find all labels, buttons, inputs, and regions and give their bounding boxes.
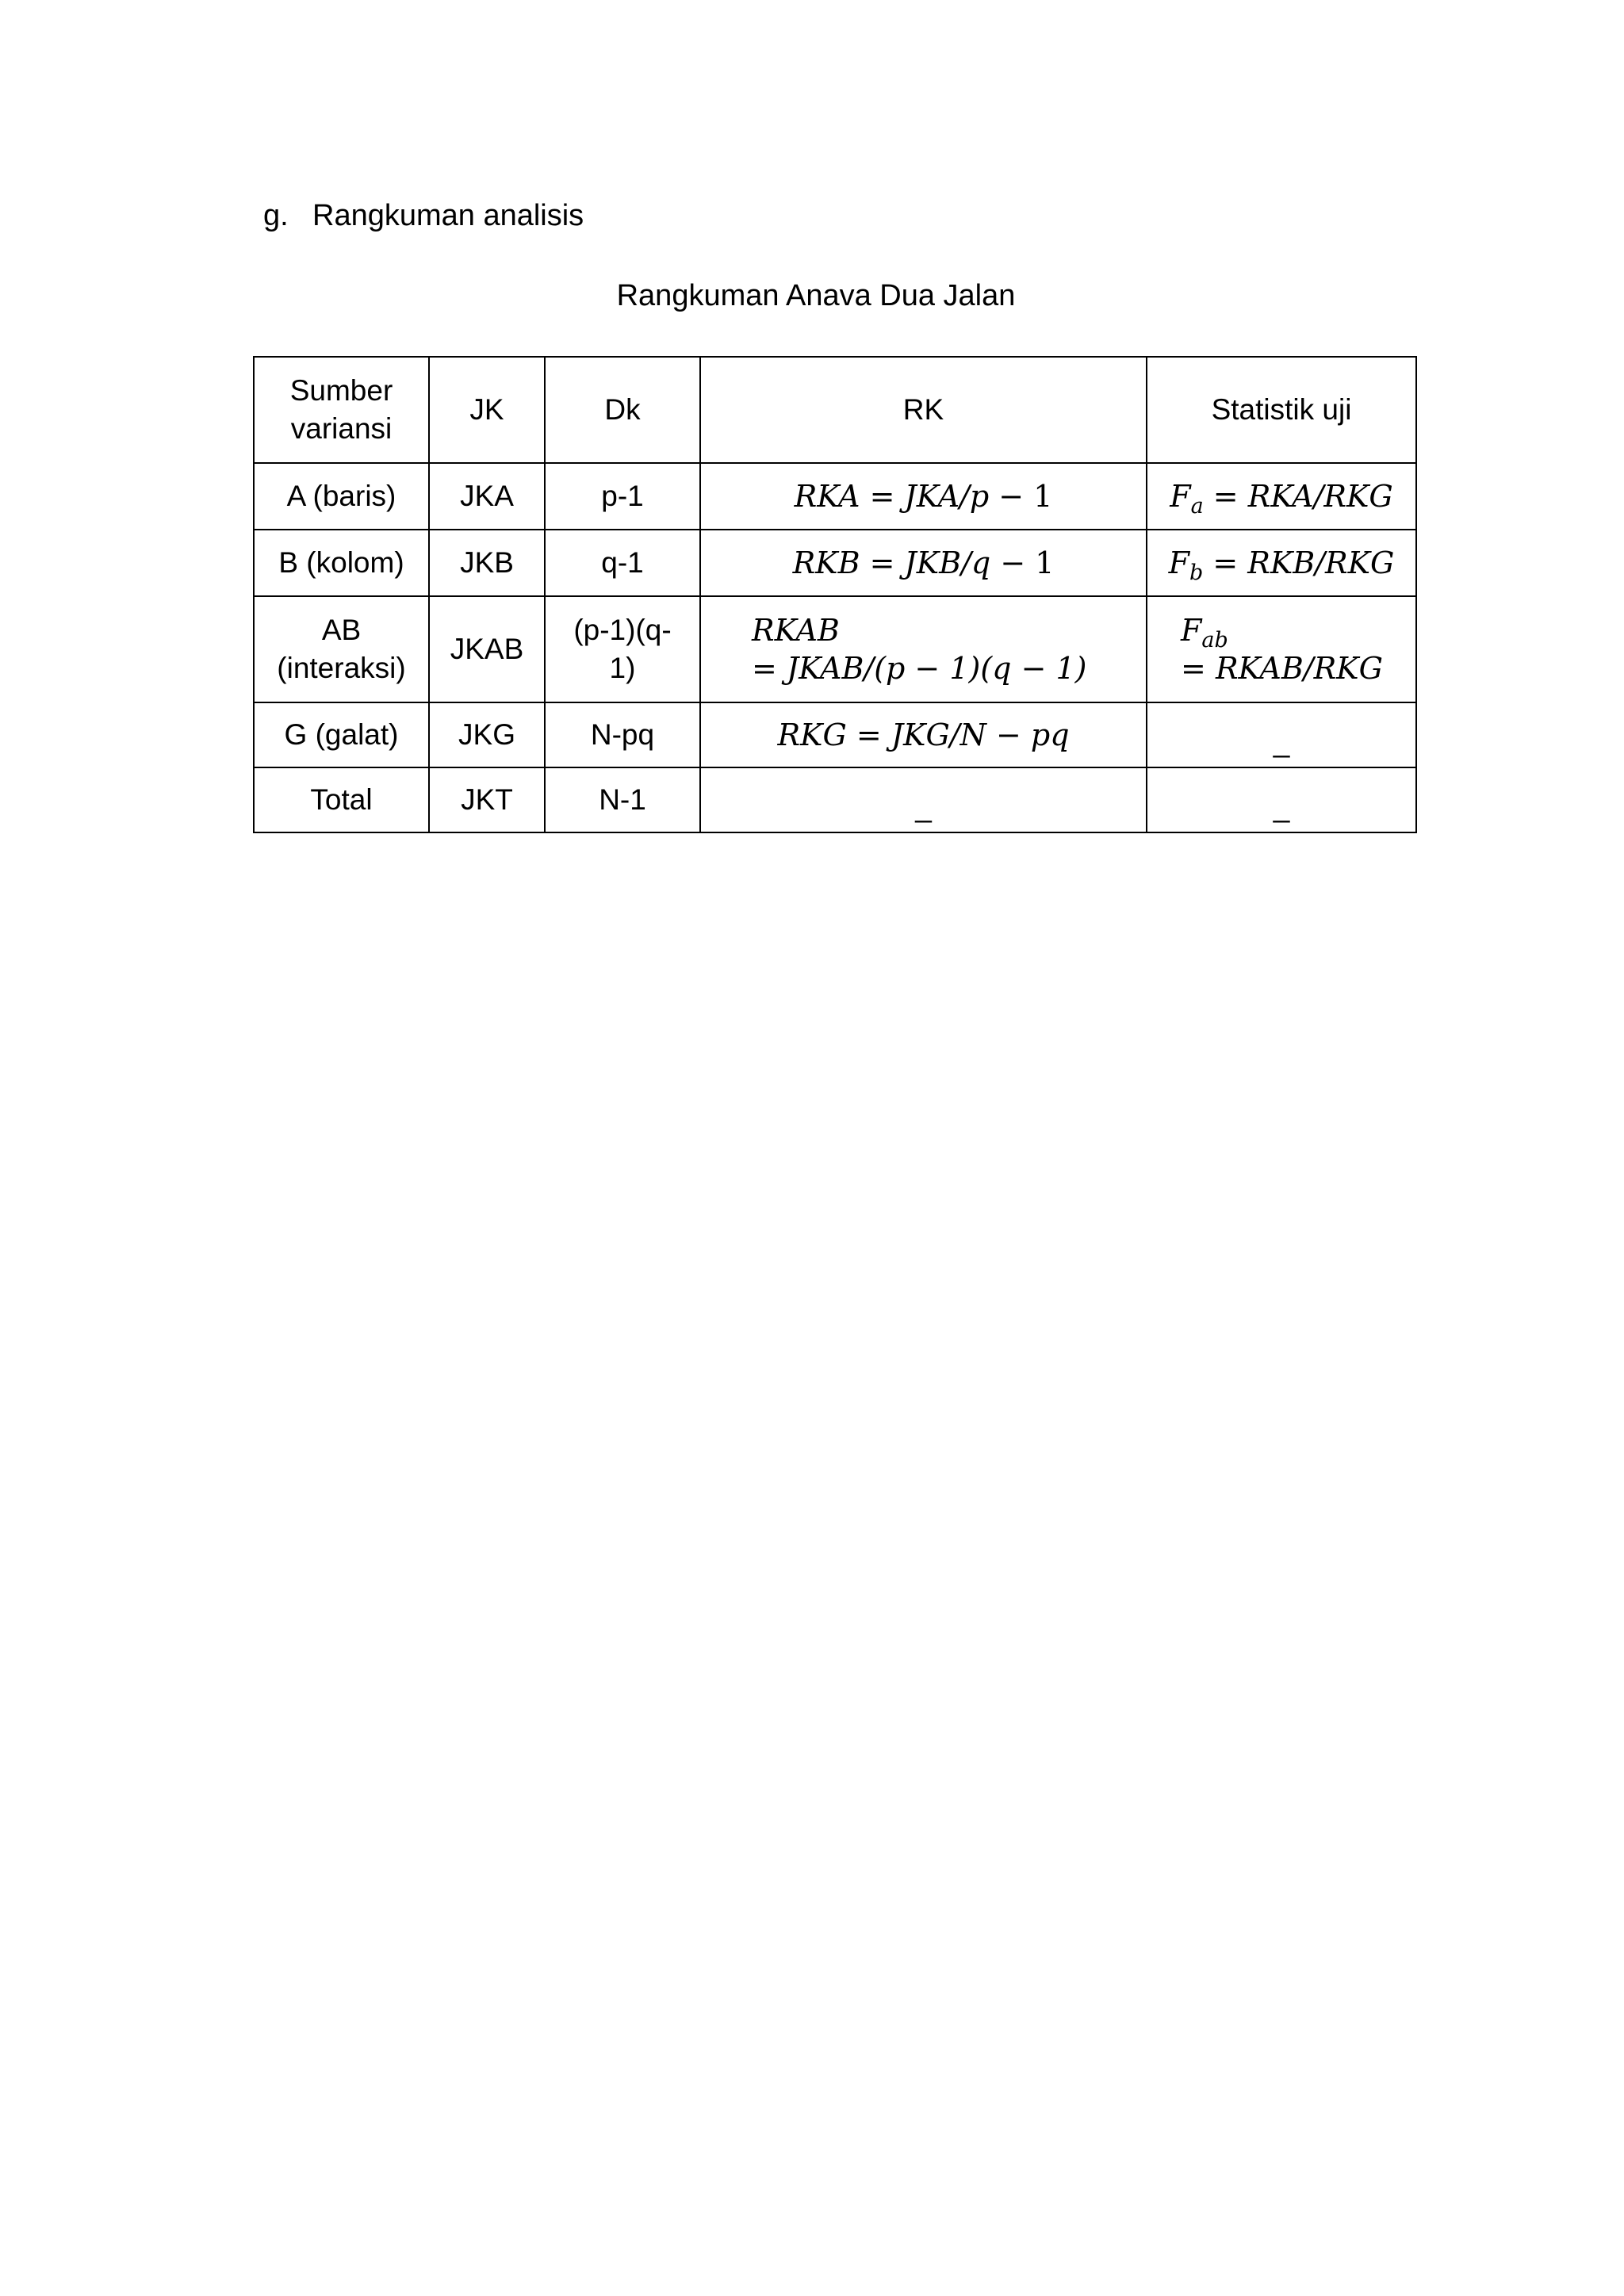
cell-jk: JKA: [429, 463, 545, 530]
anova-summary-table: [253, 356, 1417, 833]
cell-source: AB (interaksi): [254, 596, 429, 702]
cell-statistic-formula: $F_a = RKA/RKG$: [1147, 463, 1416, 530]
header-dk: Dk: [545, 357, 700, 463]
section-heading: [263, 197, 584, 235]
header-rk: RK: [700, 357, 1147, 463]
cell-source: G (galat): [254, 702, 429, 767]
cell-rk-formula: RKB = JKB/q − 1: [700, 530, 1147, 596]
cell-source: Total: [254, 767, 429, 832]
table-header-row: [254, 357, 1416, 463]
table-row: [254, 702, 1416, 767]
cell-rk-formula: RKA = JKA/p − 1: [700, 463, 1147, 530]
table-row: [254, 596, 1416, 702]
cell-rk-empty: [700, 767, 1147, 832]
section-title: Rangkuman analisis: [312, 199, 584, 232]
dash-placeholder: _: [1273, 725, 1290, 758]
table-row: [254, 530, 1416, 596]
dash-placeholder: _: [915, 790, 932, 823]
cell-rk-formula: RKAB = JKAB/(p − 1)(q − 1): [700, 596, 1147, 702]
cell-rk-formula: RKG = JKG/N − pq: [700, 702, 1147, 767]
cell-jk: JKB: [429, 530, 545, 596]
header-source: Sumber variansi: [254, 357, 429, 463]
cell-jk: JKAB: [429, 596, 545, 702]
table-caption: Rangkuman Anava Dua Jalan: [616, 279, 1016, 312]
cell-source: B (kolom): [254, 530, 429, 596]
cell-dk: N-pq: [545, 702, 700, 767]
cell-statistic-formula: $F_{ab}$ = RKAB/RKG: [1147, 596, 1416, 702]
cell-statistic-empty: [1147, 702, 1416, 767]
list-marker: g.: [263, 199, 289, 232]
table-row: [254, 463, 1416, 530]
cell-jk: JKG: [429, 702, 545, 767]
cell-dk: N-1: [545, 767, 700, 832]
header-jk: JK: [429, 357, 545, 463]
cell-jk: JKT: [429, 767, 545, 832]
table-row: [254, 767, 1416, 832]
cell-dk: q-1: [545, 530, 700, 596]
header-statistic: Statistik uji: [1147, 357, 1416, 463]
cell-dk: p-1: [545, 463, 700, 530]
dash-placeholder: _: [1273, 790, 1290, 823]
cell-statistic-formula: $F_b = RKB/RKG$: [1147, 530, 1416, 596]
cell-statistic-empty: [1147, 767, 1416, 832]
cell-dk: (p-1)(q- 1): [545, 596, 700, 702]
cell-source: A (baris): [254, 463, 429, 530]
